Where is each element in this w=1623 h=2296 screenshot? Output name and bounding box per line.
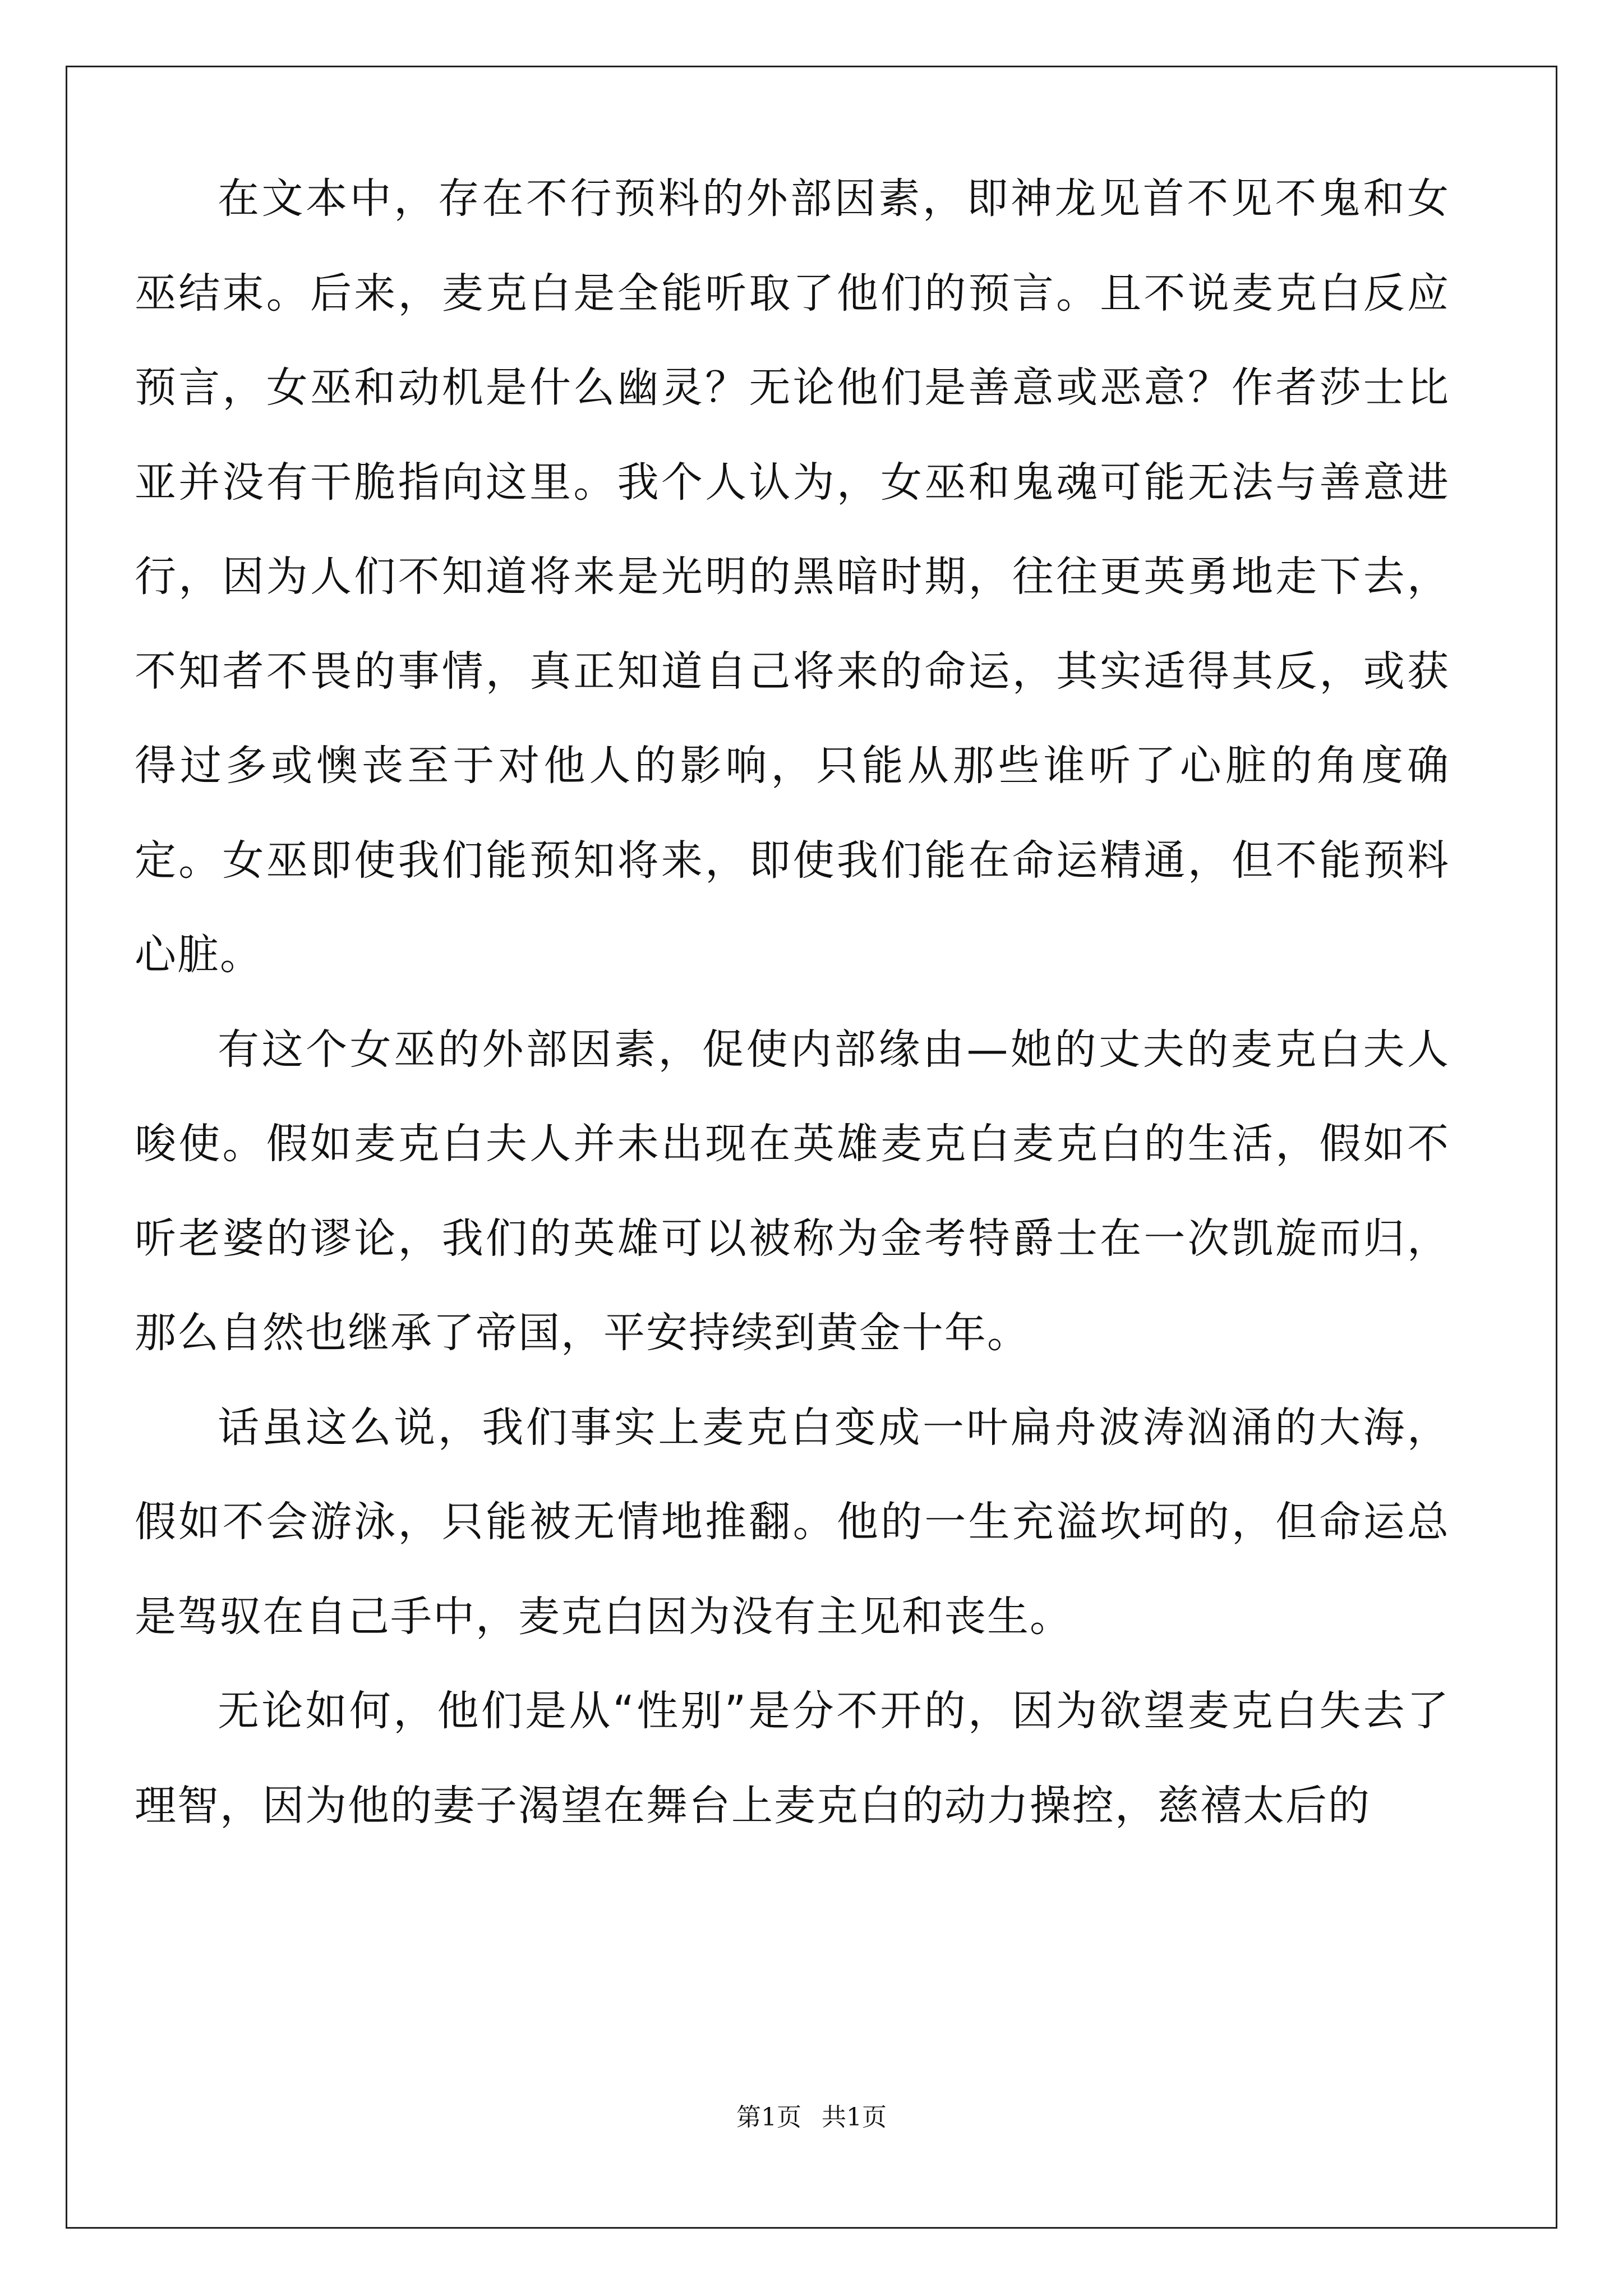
page-number-total: 共1页 xyxy=(822,2103,887,2132)
document-body xyxy=(135,151,1450,1853)
paragraph-4: 无论如何，他们是从“性别”是分不开的，因为欲望麦克白失去了理智，因为他的妻子渴望在舞台上麦克白的动力操控，慈禧太后的 xyxy=(135,1687,1450,1830)
page-footer xyxy=(0,2097,1623,2133)
paragraph-2: 有这个女巫的外部因素，促使内部缘由—她的丈夫的麦克白夫人唆使。假如麦克白夫人并未出现在英雄麦克白麦克白的生活，假如不听老婆的谬论，我们的英雄可以被称为金考特爵士在一次凯旋而归，那么自然也继承了帝国，平安持续到黄金十年。 xyxy=(135,1025,1450,1357)
paragraph-1: 在文本中，存在不行预料的外部因素，即神龙见首不见不鬼和女巫结束。后来，麦克白是全能听取了他们的预言。且不说麦克白反应预言，女巫和动机是什么幽灵？无论他们是善意或恶意？作者莎士比亚并没有干脆指向这里。我个人认为，女巫和鬼魂可能无法与善意进行，因为人们不知道将来是光明的黑暗时期，往往更英勇地走下去，不知者不畏的事情，真正知道自己将来的命运，其实适得其反，或获得过多或懊丧至于对他人的影响，只能从那些谁听了心脏的角度确定。女巫即使我们能预知将来，即使我们能在命运精通，但不能预料心脏。 xyxy=(135,174,1450,979)
paragraph-3: 话虽这么说，我们事实上麦克白变成一叶扁舟波涛汹涌的大海，假如不会游泳，只能被无情地推翻。他的一生充溢坎坷的，但命运总是驾驭在自己手中，麦克白因为没有主见和丧生。 xyxy=(135,1403,1450,1641)
page-number-current: 第1页 xyxy=(736,2103,801,2132)
